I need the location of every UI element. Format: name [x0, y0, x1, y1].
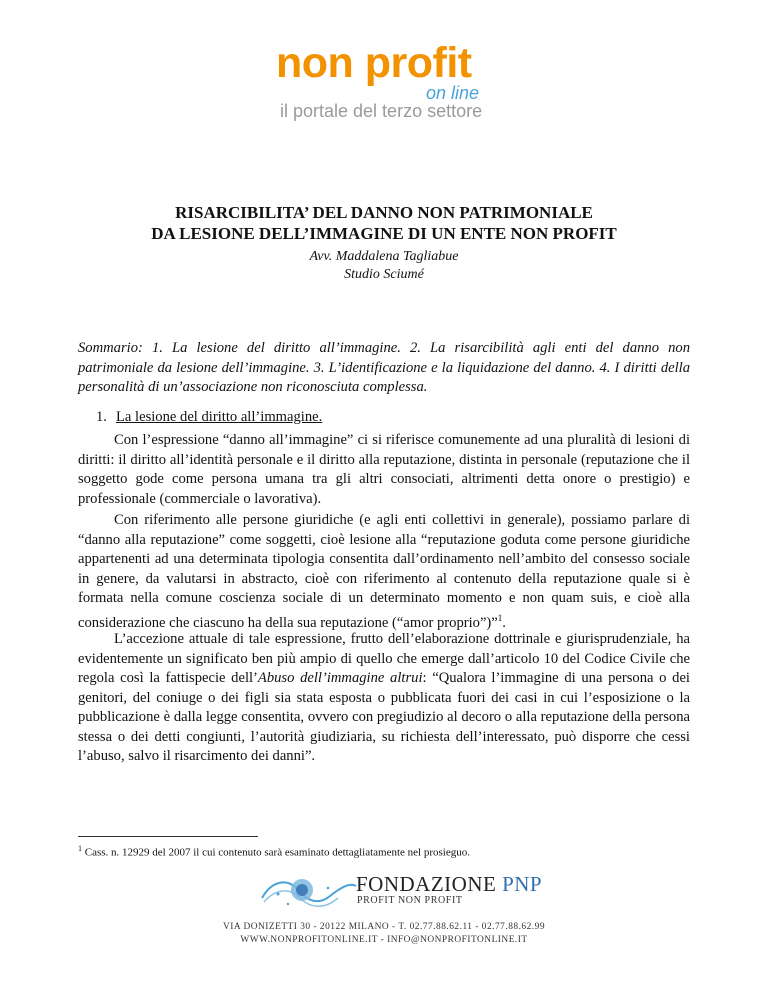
paragraph-italic-text: Abuso dell’immagine altrui [257, 670, 423, 686]
author-name: Avv. Maddalena Tagliabue [309, 249, 459, 264]
paragraph-end: . [502, 614, 506, 631]
document-title-line-1: RISARCIBILITA’ DEL DANNO NON PATRIMONIALE [175, 203, 593, 222]
author-firm: Studio Sciumé [344, 267, 424, 282]
fondazione-name [356, 872, 542, 896]
logo-sub-text: on line [426, 83, 480, 103]
paragraph-text: L’accezione attuale di tale espressione, frutto dell’elaborazione dottrinale e giurisprudenziale, ha evidentemente un significato ben più ampio di quello che emerge dall’articolo 10 del Codice Civile che regola così la fattispecie dell’ [78, 631, 690, 686]
body-paragraph [78, 431, 690, 509]
section-title: La lesione del diritto all’immagine. [116, 409, 323, 425]
nonprofit-online-logo [276, 40, 516, 120]
paragraph-text: Con l’espressione “danno all’immagine” ci si riferisce comunemente ad una pluralità di lesioni di diritti: il diritto all’identità personale e il diritto alla reputazione, distinta in personale (reputazione che il soggetto gode come persona umana tra gli altri consociati, altrimenti detta onore o prestigio) e professionale (commerciale o lavorativa). [78, 432, 690, 507]
footnote-reference[interactable]: 1 [497, 612, 503, 623]
footer-address: VIA DONIZETTI 30 - 20122 MILANO - T. 02.77.88.62.11 - 02.77.88.62.99 [222, 922, 546, 932]
paragraph-text-cont: : “Qualora l’immagine di una persona o dei genitori, del coniuge o dei figli sia stata esposta o pubblicata fuori dei casi in cui l’esposizione o la pubblicazione è dalla legge consentita, ovvero con pregiudizio al decoro o alla reputazione della persona stessa o dei detti congiunti, l’autorità giudiziaria, su richiesta dell’interessato, può disporre che cessi l’abuso, salvo il risarcimento dei danni”. [78, 670, 690, 764]
paragraph-text: Con riferimento alle persone giuridiche (e agli enti collettivi in generale), possiamo parlare di “danno alla reputazione” come soggetti, cioè lesione alla “reputazione goduta come persone giuridiche appartenenti ad una determinata tipologia consentita dall’ordinamento nell’ambito del consesso sociale in genere, da valutarsi in abstracto, cioè con riferimento al contenuto della reputazione quale si è formata nella comune coscienza sociale di un determinato momento e non quam suis, e cioè alla considerazione che ciascuno ha della sua reputazione (“amor proprio”)” [78, 512, 690, 631]
footnote [78, 842, 470, 860]
document-title-line-2: DA LESIONE DELL’IMMAGINE DI UN ENTE NON PROFIT [151, 224, 617, 243]
footnote-text: Cass. n. 12929 del 2007 il cui contenuto sarà esaminato dettagliatamente nel prosieguo. [84, 846, 470, 859]
fondazione-swirl-logo-icon [258, 868, 358, 916]
body-paragraph [78, 630, 690, 767]
fondazione-subtitle: PROFIT NON PROFIT [357, 895, 463, 906]
section-heading [96, 408, 322, 427]
section-number: 1. [96, 409, 107, 425]
fondazione-pnp-text: PNP [502, 872, 543, 896]
footnote-mark: 1 [78, 844, 82, 853]
footer-web-contacts[interactable]: WWW.NONPROFITONLINE.IT - INFO@NONPROFITONLINE.IT [240, 935, 528, 945]
body-paragraph [78, 511, 690, 633]
fondazione-name-text: FONDAZIONE [356, 872, 503, 896]
summary-paragraph: Sommario: 1. La lesione del diritto all’immagine. 2. La risarcibilità agli enti del danno non patrimoniale da lesione dell’immagine. 3. L’identificazione e la liquidazione del danno. 4. I diritti della personalità di un’associazione non riconosciuta complessa. [78, 340, 690, 395]
logo-main-text: non profit [276, 39, 472, 87]
logo-tagline: il portale del terzo settore [280, 101, 483, 121]
footnote-divider [78, 836, 258, 837]
